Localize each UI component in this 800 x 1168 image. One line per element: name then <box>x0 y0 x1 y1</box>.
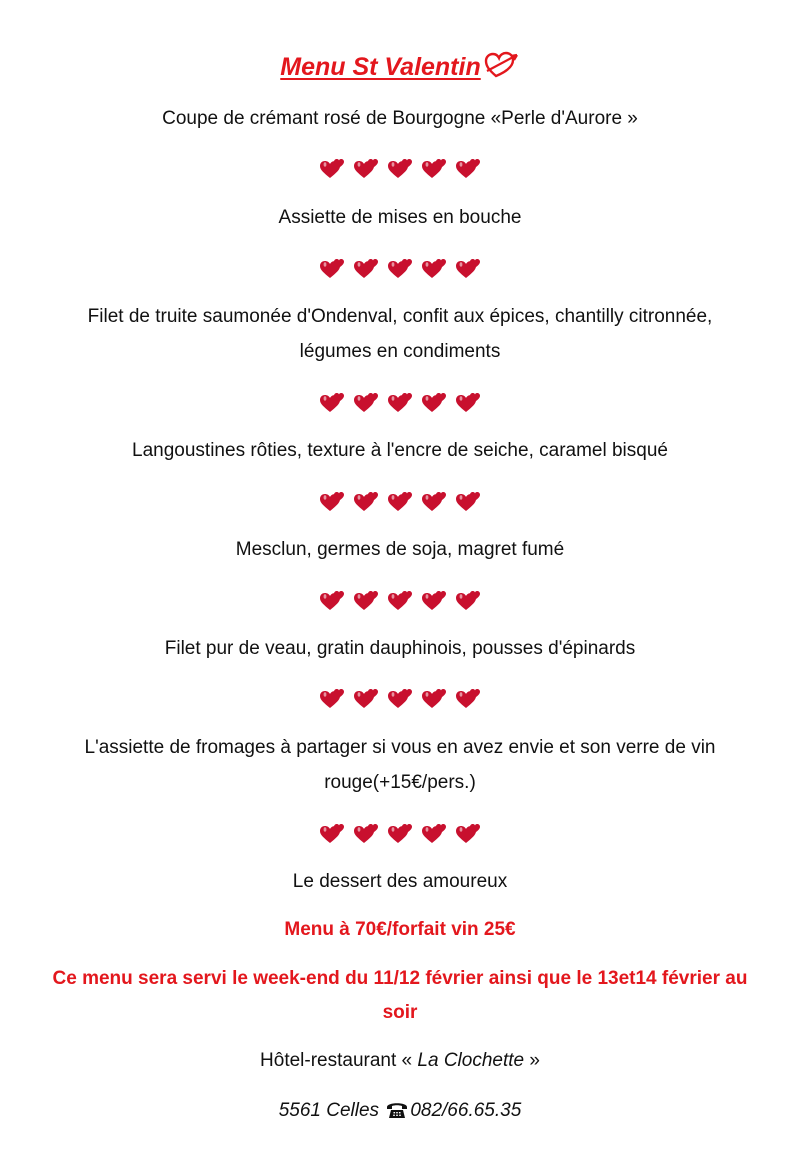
hearts-icon <box>320 685 345 709</box>
location-text: 5561 Celles <box>278 1100 385 1121</box>
course-3-line-2: légumes en condiments <box>299 341 501 362</box>
course-6: Filet pur de veau, gratin dauphinois, pousses d'épinards <box>164 638 636 659</box>
course-8: Le dessert des amoureux <box>292 871 508 892</box>
hotel-name: La Clochette <box>417 1050 525 1071</box>
hearts-divider <box>0 685 800 715</box>
course-2: Assiette de mises en bouche <box>278 207 522 228</box>
notice-line-2: soir <box>382 1002 418 1023</box>
hearts-icon <box>456 488 481 512</box>
telephone-icon <box>385 1099 409 1119</box>
hearts-divider <box>0 820 800 850</box>
course-5: Mesclun, germes de soja, magret fumé <box>235 539 565 560</box>
hearts-icon <box>320 389 345 413</box>
hotel-suffix: » <box>524 1050 540 1071</box>
hearts-icon <box>320 155 345 179</box>
hearts-icon <box>354 820 379 844</box>
hearts-icon <box>354 587 379 611</box>
heart-arrow-icon <box>484 49 520 79</box>
hearts-icon <box>422 255 447 279</box>
hearts-icon <box>456 255 481 279</box>
hearts-icon <box>388 155 413 179</box>
price-line: Menu à 70€/forfait vin 25€ <box>284 919 516 940</box>
hearts-icon <box>388 389 413 413</box>
phone-number: 082/66.65.35 <box>410 1100 522 1121</box>
hotel-line <box>0 1044 800 1078</box>
contact-line <box>0 1094 800 1128</box>
menu-title <box>0 49 800 85</box>
course-7-line-1: L'assiette de fromages à partager si vous en avez envie et son verre de vin <box>84 737 716 758</box>
hearts-icon <box>320 255 345 279</box>
hearts-icon <box>320 587 345 611</box>
hearts-icon <box>422 587 447 611</box>
hearts-icon <box>456 820 481 844</box>
hearts-icon <box>354 488 379 512</box>
hearts-icon <box>456 389 481 413</box>
hearts-icon <box>456 587 481 611</box>
hearts-icon <box>388 587 413 611</box>
hotel-prefix: Hôtel-restaurant « <box>260 1050 418 1071</box>
hearts-divider <box>0 389 800 419</box>
hearts-icon <box>354 255 379 279</box>
menu-title-text: Menu St Valentin <box>280 53 481 81</box>
hearts-icon <box>388 255 413 279</box>
hearts-icon <box>422 820 447 844</box>
hearts-icon <box>422 155 447 179</box>
hearts-icon <box>388 685 413 709</box>
hearts-icon <box>354 389 379 413</box>
hearts-icon <box>354 685 379 709</box>
hearts-icon <box>320 820 345 844</box>
course-4: Langoustines rôties, texture à l'encre de seiche, caramel bisqué <box>132 440 668 461</box>
hearts-icon <box>456 685 481 709</box>
hearts-icon <box>422 389 447 413</box>
hearts-icon <box>422 488 447 512</box>
hearts-icon <box>388 488 413 512</box>
hearts-divider <box>0 255 800 285</box>
hearts-divider <box>0 488 800 518</box>
hearts-icon <box>422 685 447 709</box>
hearts-icon <box>320 488 345 512</box>
course-7-line-2: rouge(+15€/pers.) <box>324 772 476 793</box>
hearts-divider <box>0 155 800 185</box>
notice-line-1: Ce menu sera servi le week-end du 11/12 février ainsi que le 13et14 février au <box>52 968 748 989</box>
hearts-icon <box>354 155 379 179</box>
hearts-divider <box>0 587 800 617</box>
course-1: Coupe de crémant rosé de Bourgogne «Perle d'Aurore » <box>162 108 638 129</box>
hearts-icon <box>456 155 481 179</box>
course-3-line-1: Filet de truite saumonée d'Ondenval, confit aux épices, chantilly citronnée, <box>87 306 713 327</box>
hearts-icon <box>388 820 413 844</box>
